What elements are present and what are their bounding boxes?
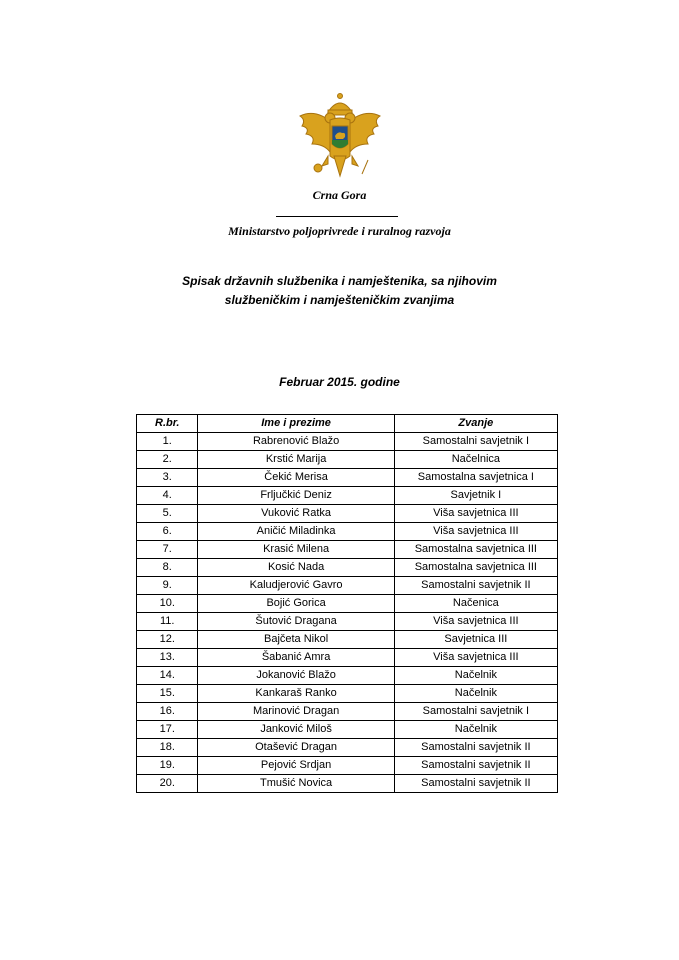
employee-title: Načelnik bbox=[394, 721, 557, 739]
employee-name: Aničić Miladinka bbox=[198, 523, 394, 541]
row-number: 20. bbox=[137, 775, 198, 793]
document-title bbox=[0, 272, 679, 310]
employee-title: Samostalni savjetnik II bbox=[394, 757, 557, 775]
table-row bbox=[137, 667, 558, 685]
table-row bbox=[137, 451, 558, 469]
employee-name: Otašević Dragan bbox=[198, 739, 394, 757]
employee-title: Načelnik bbox=[394, 667, 557, 685]
employee-name: Kosić Nada bbox=[198, 559, 394, 577]
table-row bbox=[137, 577, 558, 595]
row-number: 2. bbox=[137, 451, 198, 469]
montenegro-coat-of-arms-icon bbox=[294, 90, 386, 182]
row-number: 19. bbox=[137, 757, 198, 775]
employee-title: Viša savjetnica III bbox=[394, 649, 557, 667]
row-number: 8. bbox=[137, 559, 198, 577]
staff-table bbox=[136, 414, 558, 793]
employee-title: Načelnica bbox=[394, 451, 557, 469]
employee-name: Čekić Merisa bbox=[198, 469, 394, 487]
row-number: 5. bbox=[137, 505, 198, 523]
table-row bbox=[137, 631, 558, 649]
table-row bbox=[137, 559, 558, 577]
table-row bbox=[137, 433, 558, 451]
document-title-line-2: službeničkim i namješteničkim zvanjima bbox=[224, 293, 455, 307]
employee-name: Bojić Gorica bbox=[198, 595, 394, 613]
row-number: 7. bbox=[137, 541, 198, 559]
employee-name: Bajčeta Nikol bbox=[198, 631, 394, 649]
employee-name: Marinović Dragan bbox=[198, 703, 394, 721]
employee-title: Samostalna savjetnica III bbox=[394, 541, 557, 559]
separator-line bbox=[276, 216, 398, 217]
table-row bbox=[137, 721, 558, 739]
employee-title: Samostalni savjetnik II bbox=[394, 739, 557, 757]
table-row bbox=[137, 685, 558, 703]
employee-title: Viša savjetnica III bbox=[394, 613, 557, 631]
table-row bbox=[137, 775, 558, 793]
row-number: 1. bbox=[137, 433, 198, 451]
employee-title: Samostalna savjetnica III bbox=[394, 559, 557, 577]
document-title-line-1: Spisak državnih službenika i namještenika, sa njihovim bbox=[182, 274, 497, 288]
table-row bbox=[137, 649, 558, 667]
shield bbox=[332, 126, 348, 148]
employee-title: Viša savjetnica III bbox=[394, 523, 557, 541]
employee-name: Frljučkić Deniz bbox=[198, 487, 394, 505]
employee-title: Viša savjetnica III bbox=[394, 505, 557, 523]
employee-name: Krasić Milena bbox=[198, 541, 394, 559]
employee-name: Janković Miloš bbox=[198, 721, 394, 739]
column-header-title: Zvanje bbox=[394, 415, 557, 433]
employee-name: Tmušić Novica bbox=[198, 775, 394, 793]
ministry-name: Ministarstvo poljoprivrede i ruralnog razvoja bbox=[228, 224, 451, 238]
employee-name: Kankaraš Ranko bbox=[198, 685, 394, 703]
table-row bbox=[137, 469, 558, 487]
table-row bbox=[137, 757, 558, 775]
employee-title: Savjetnica III bbox=[394, 631, 557, 649]
row-number: 17. bbox=[137, 721, 198, 739]
table-row bbox=[137, 523, 558, 541]
employee-name: Rabrenović Blažo bbox=[198, 433, 394, 451]
table-row bbox=[137, 487, 558, 505]
employee-name: Šutović Dragana bbox=[198, 613, 394, 631]
column-header-name: Ime i prezime bbox=[198, 415, 394, 433]
employee-name: Jokanović Blažo bbox=[198, 667, 394, 685]
column-header-number: R.br. bbox=[137, 415, 198, 433]
employee-title: Samostalni savjetnik II bbox=[394, 577, 557, 595]
table-header-row bbox=[137, 415, 558, 433]
row-number: 3. bbox=[137, 469, 198, 487]
row-number: 12. bbox=[137, 631, 198, 649]
country-name: Crna Gora bbox=[312, 188, 367, 202]
employee-title: Samostalni savjetnik I bbox=[394, 433, 557, 451]
row-number: 15. bbox=[137, 685, 198, 703]
document-date: Februar 2015. godine bbox=[279, 375, 400, 389]
employee-title: Savjetnik I bbox=[394, 487, 557, 505]
employee-title: Samostalni savjetnik I bbox=[394, 703, 557, 721]
row-number: 10. bbox=[137, 595, 198, 613]
table-row bbox=[137, 541, 558, 559]
employee-title: Samostalni savjetnik II bbox=[394, 775, 557, 793]
row-number: 18. bbox=[137, 739, 198, 757]
table-row bbox=[137, 739, 558, 757]
table-row bbox=[137, 505, 558, 523]
row-number: 11. bbox=[137, 613, 198, 631]
employee-name: Vuković Ratka bbox=[198, 505, 394, 523]
row-number: 9. bbox=[137, 577, 198, 595]
crown bbox=[328, 94, 352, 116]
employee-name: Kaludjerović Gavro bbox=[198, 577, 394, 595]
row-number: 6. bbox=[137, 523, 198, 541]
employee-name: Šabanić Amra bbox=[198, 649, 394, 667]
table-row bbox=[137, 595, 558, 613]
eagle-tail bbox=[322, 156, 358, 176]
row-number: 16. bbox=[137, 703, 198, 721]
row-number: 13. bbox=[137, 649, 198, 667]
employee-name: Pejović Srdjan bbox=[198, 757, 394, 775]
employee-name: Krstić Marija bbox=[198, 451, 394, 469]
employee-title: Načelnik bbox=[394, 685, 557, 703]
table-row bbox=[137, 703, 558, 721]
row-number: 14. bbox=[137, 667, 198, 685]
table-row bbox=[137, 613, 558, 631]
employee-title: Samostalna savjetnica I bbox=[394, 469, 557, 487]
row-number: 4. bbox=[137, 487, 198, 505]
employee-title: Načenica bbox=[394, 595, 557, 613]
